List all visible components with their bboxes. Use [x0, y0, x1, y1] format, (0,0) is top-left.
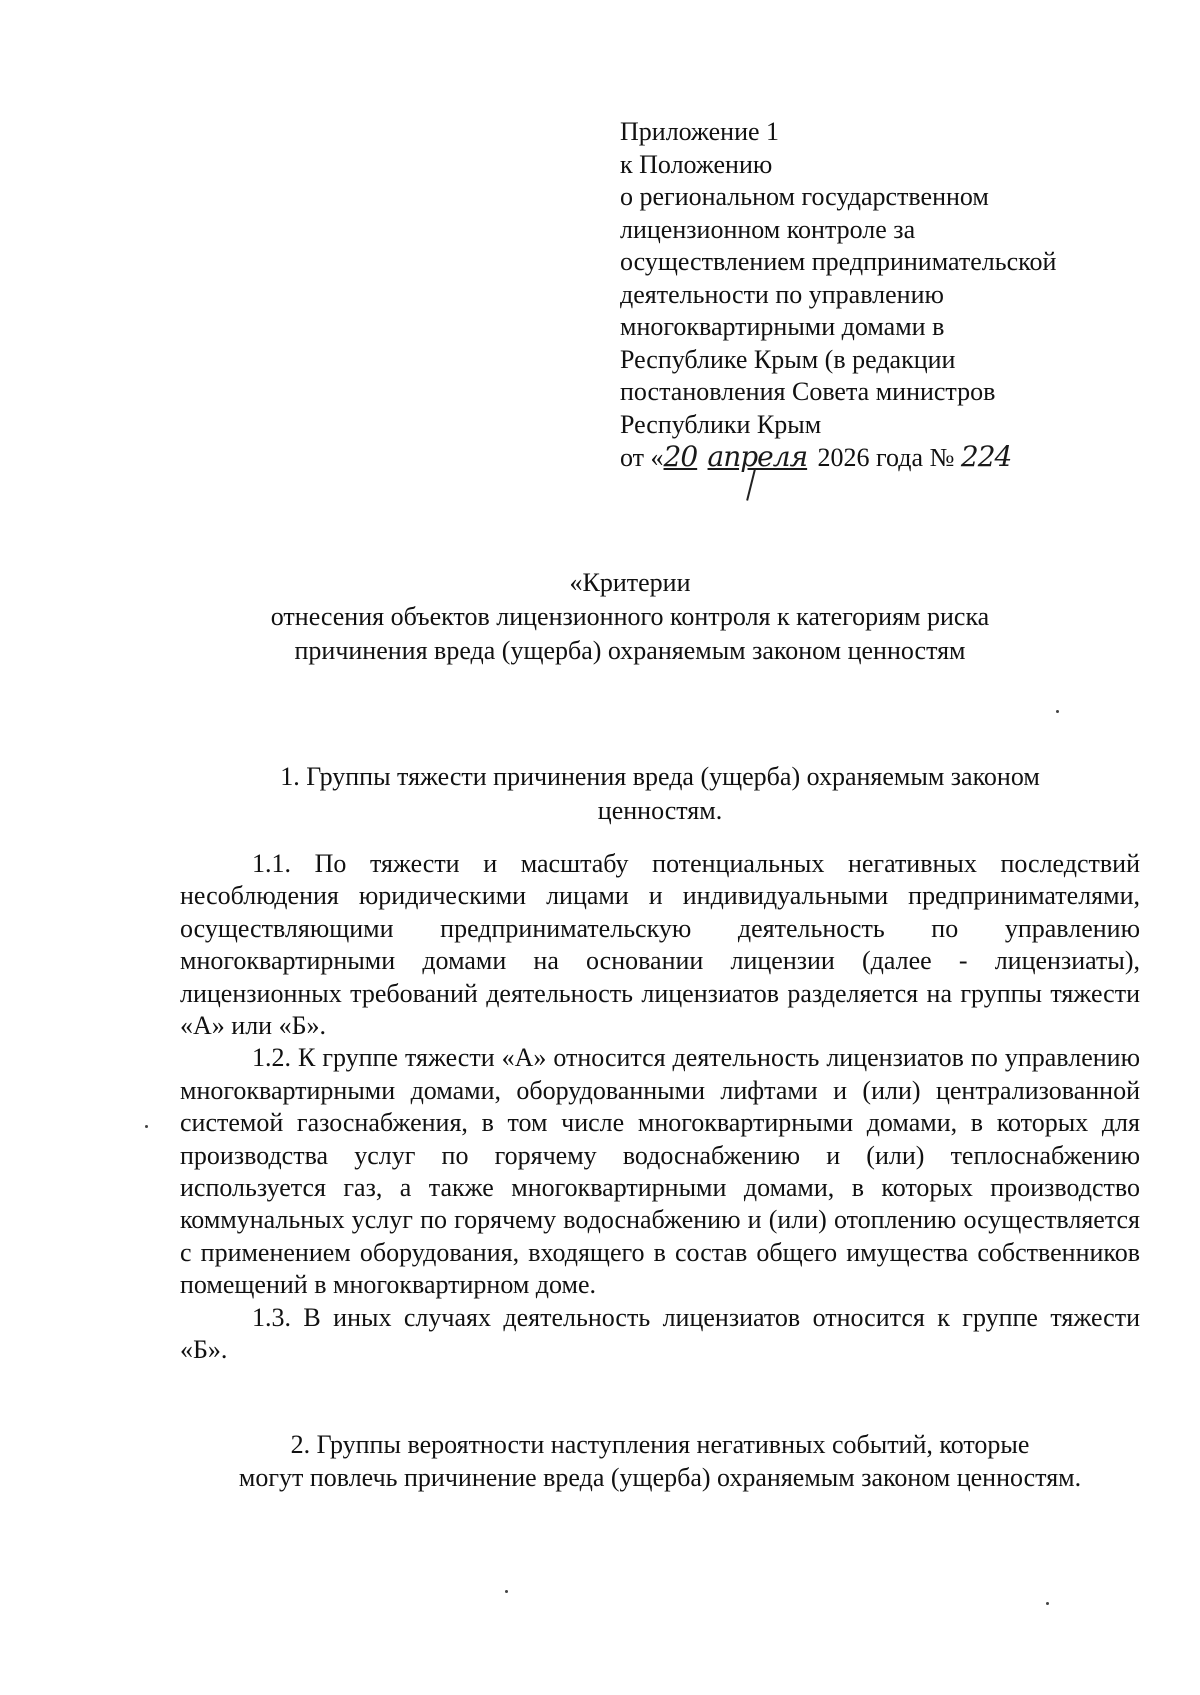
section-1-heading: [180, 760, 1140, 828]
scan-speck: [1056, 710, 1059, 713]
heading-line: 2. Группы вероятности наступления негативных событий, которые: [290, 1430, 1030, 1459]
heading-line: ценностям.: [597, 796, 723, 825]
date-prefix: от «: [620, 443, 664, 472]
annex-line: Приложение 1: [620, 117, 780, 146]
section-2-heading: [180, 1428, 1140, 1494]
heading-line: могут повлечь причинение вреда (ущерба) охраняемым законом ценностям.: [238, 1463, 1082, 1492]
annex-header: [620, 116, 1160, 475]
scan-speck: [505, 1590, 508, 1593]
title-line: отнесения объектов лицензионного контроля к категориям риска: [270, 602, 990, 631]
annex-line: к Положению: [620, 149, 773, 179]
annex-line: Республике Крым (в редакции: [620, 344, 956, 374]
handwritten-day: 20: [663, 440, 698, 473]
scan-speck: [145, 1125, 148, 1128]
paragraph-1-3: 1.3. В иных случаях деятельность лицензиатов относится к группе тяжести «Б».: [180, 1302, 1140, 1365]
document-title: [180, 566, 1080, 668]
date-year-label: 2026 года №: [817, 443, 955, 472]
scan-speck: [1046, 1602, 1049, 1605]
resolution-date-line: [620, 441, 1160, 475]
annex-line: многоквартирными домами в: [620, 312, 945, 341]
section-1-body: [180, 848, 1140, 1367]
paragraph-1-2: 1.2. К группе тяжести «А» относится деятельность лицензиатов по управлению многоквартирными домами, оборудованными лифтами и (или) централизованной системой газоснабжения, в том числе многоквартирными домами, в которых для производства услуг по горячему водоснабжению и (или) теплоснабжению используется газ, а также многоквартирными домами, в которых производство коммунальных услуг по горячему водоснабжению и (или) отоплению осуществляется с применением оборудования, входящего в состав общего имущества собственников помещений в многоквартирном доме.: [180, 1043, 1140, 1300]
handwritten-month: апреля: [707, 440, 808, 473]
annex-line: лицензионном контроле за: [620, 214, 916, 244]
title-line: причинения вреда (ущерба) охраняемым законом ценностям: [294, 636, 966, 665]
heading-line: 1. Группы тяжести причинения вреда (ущерба) охраняемым законом: [280, 762, 1040, 791]
annex-line: Республики Крым: [620, 409, 822, 439]
annex-line: деятельности по управлению: [620, 279, 944, 309]
annex-line: постановления Совета министров: [620, 377, 996, 406]
paragraph-1-1: 1.1. По тяжести и масштабу потенциальных негативных последствий несоблюдения юридическими лицами и индивидуальными предпринимателями, осуществляющими предпринимательскую деятельность по управлению многоквартирными домами на основании лицензии (далее - лицензиаты), лицензионных требований деятельность лицензиатов разделяется на группы тяжести «А» или «Б».: [180, 849, 1140, 1041]
handwritten-number: 224: [960, 440, 1012, 473]
handwriting-stroke: [746, 469, 756, 501]
annex-line: осуществлением предпринимательской: [620, 247, 1057, 276]
title-line: «Критерии: [569, 568, 691, 597]
annex-line: о региональном государственном: [620, 182, 989, 211]
